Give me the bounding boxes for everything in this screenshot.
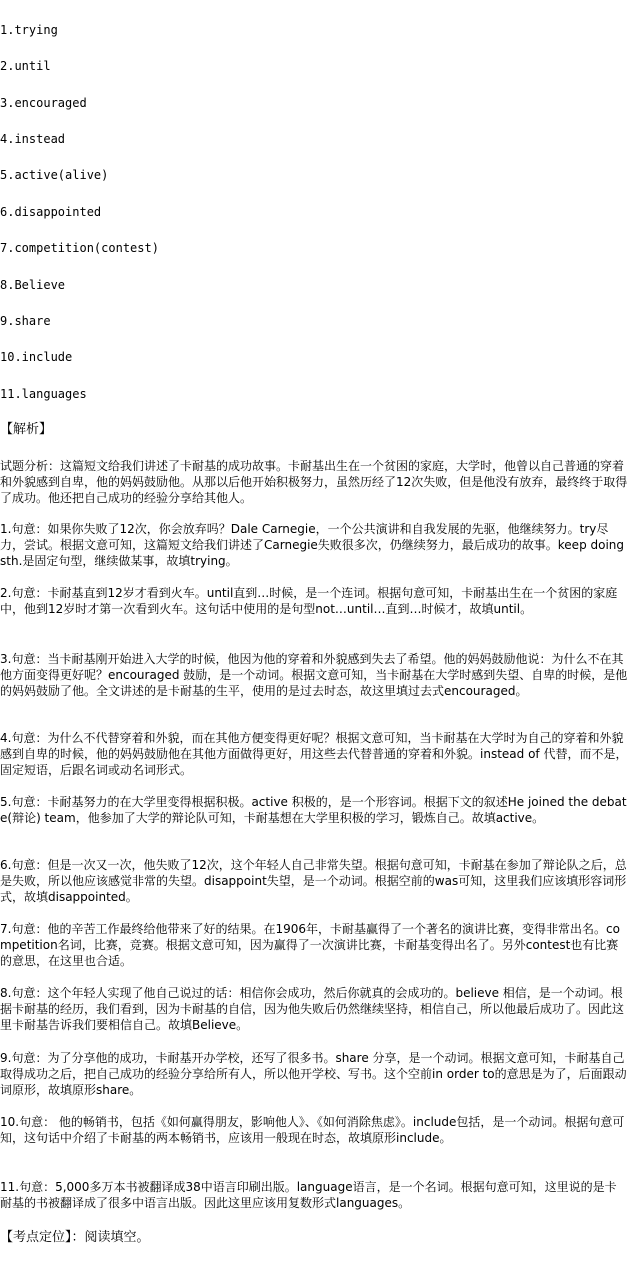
analysis-intro: 试题分析：这篇短文给我们讲述了卡耐基的成功故事。卡耐基出生在一个贫困的家庭，大学时，他曾以自己普通的穿着和外貌感到自卑，他的妈妈鼓励他。从那以后他开始积极努力，虽然历经了12次失败，但是他没有放弃，最终终于取得了成功。他还把自己成功的经验分享给其他人。 <box>0 459 628 505</box>
answer-10: 10.include <box>0 350 73 364</box>
explanation-3: 3.句意：当卡耐基刚开始进入大学的时候，他因为他的穿着和外貌感到失去了希望。他的妈妈鼓励他说：为什么不在其他方面变得更好呢？encouraged 鼓励，是一个动词。根据文意可知，当卡耐基在大学时感到失望、自卑的时候，是他的妈妈鼓励了他。全文讲述的是卡耐基的生平，使用的是过去时态，故这里填过去式encouraged。 <box>0 652 628 698</box>
answer-2: 2.until <box>0 59 51 73</box>
kaodian-line: 【考点定位】：阅读填空。 <box>0 1230 150 1245</box>
explanation-8: 8.句意：这个年轻人实现了他自己说过的话：相信你会成功，然后你就真的会成功的。believe 相信，是一个动词。根据卡耐基的经历，我们看到，因为卡耐基的自信，因为他失败后仍然继续坚持，相信自己，所以他最后成功了。因此这里卡耐基告诉我们要相信自己。故填Believe。 <box>0 986 625 1032</box>
analysis-heading: 【解析】 <box>0 422 53 437</box>
answer-1: 1.trying <box>0 23 58 37</box>
explanation-6: 6.句意：但是一次又一次，他失败了12次，这个年轻人自己非常失望。根据句意可知，卡耐基在参加了辩论队之后，总是失败，所以他应该感觉非常的失望。disappoint失望，是一个动词。根据空前的was可知，这里我们应该填形容词形式，故填disappointed。 <box>0 858 627 904</box>
answer-5: 5.active(alive) <box>0 168 109 182</box>
explanation-7: 7.句意：他的辛苦工作最终给他带来了好的结果。在1906年，卡耐基赢得了一个著名的演讲比赛，变得非常出名。competition名词，比赛，竞赛。根据文意可知，因为赢得了一次演讲比赛，卡耐基变得出名了。另外contest也有比赛的意思，在这里也合适。 <box>0 922 620 968</box>
explanation-10: 10.句意： 他的畅销书，包括《如何赢得朋友，影响他人》、《如何消除焦虑》。include包括，是一个动词。根据句意可知，这句话中介绍了卡耐基的两本畅销书，应该用一般现在时态，故填原形include。 <box>0 1115 625 1145</box>
explanation-5: 5.句意：卡耐基努力的在大学里变得根据积极。active 积极的，是一个形容词。根据下文的叙述He joined the debate(辩论) team，他参加了大学的辩论队可知，卡耐基想在大学里积极的学习，锻炼自己。故填active。 <box>0 795 627 825</box>
answer-3: 3.encouraged <box>0 96 87 110</box>
explanation-1: 1.句意：如果你失败了12次，你会放弃吗？Dale Carnegie，一个公共演讲和自我发展的先驱，他继续努力。try尽力，尝试。根据文意可知，这篇短文给我们讲述了Carnegie失败很多次，仍继续努力，最后成功的故事。keep doing sth.是固定句型，继续做某事，故填trying。 <box>0 522 625 568</box>
explanation-2: 2.句意：卡耐基直到12岁才看到火车。until直到…时候，是一个连词。根据句意可知，卡耐基出生在一个贫困的家庭中，他到12岁时才第一次看到火车。这句话中使用的是句型not…until…直到…时候才，故填until。 <box>0 586 618 616</box>
answer-6: 6.disappointed <box>0 205 102 219</box>
answer-4: 4.instead <box>0 132 66 146</box>
answer-11: 11.languages <box>0 387 87 401</box>
answer-9: 9.share <box>0 314 51 328</box>
explanation-11: 11.句意：5,000多万本书被翻译成38中语言印刷出版。language语言，是一个名词。根据句意可知，这里说的是卡耐基的书被翻译成了很多中语言出版。因此这里应该用复数形式languages。 <box>0 1180 617 1210</box>
answer-7: 7.competition(contest) <box>0 241 159 255</box>
answer-8: 8.Believe <box>0 278 66 292</box>
explanation-4: 4.句意：为什么不代替穿着和外貌，而在其他方便变得更好呢？根据文意可知，当卡耐基在大学时为自己的穿着和外貌感到自卑的时候，他的妈妈鼓励他在其他方面做得更好，用这些去代替普通的穿着和外貌。instead of 代替，而不是，固定短语，后跟名词或动名词形式。 <box>0 731 628 777</box>
explanation-9: 9.句意：为了分享他的成功，卡耐基开办学校，还写了很多书。share 分享，是一个动词。根据文意可知，卡耐基自己取得成功之后，把自己成功的经验分享给所有人，所以他开学校、写书。这个空前in order to的意思是为了，后面跟动词原形，故填原形share。 <box>0 1051 627 1097</box>
